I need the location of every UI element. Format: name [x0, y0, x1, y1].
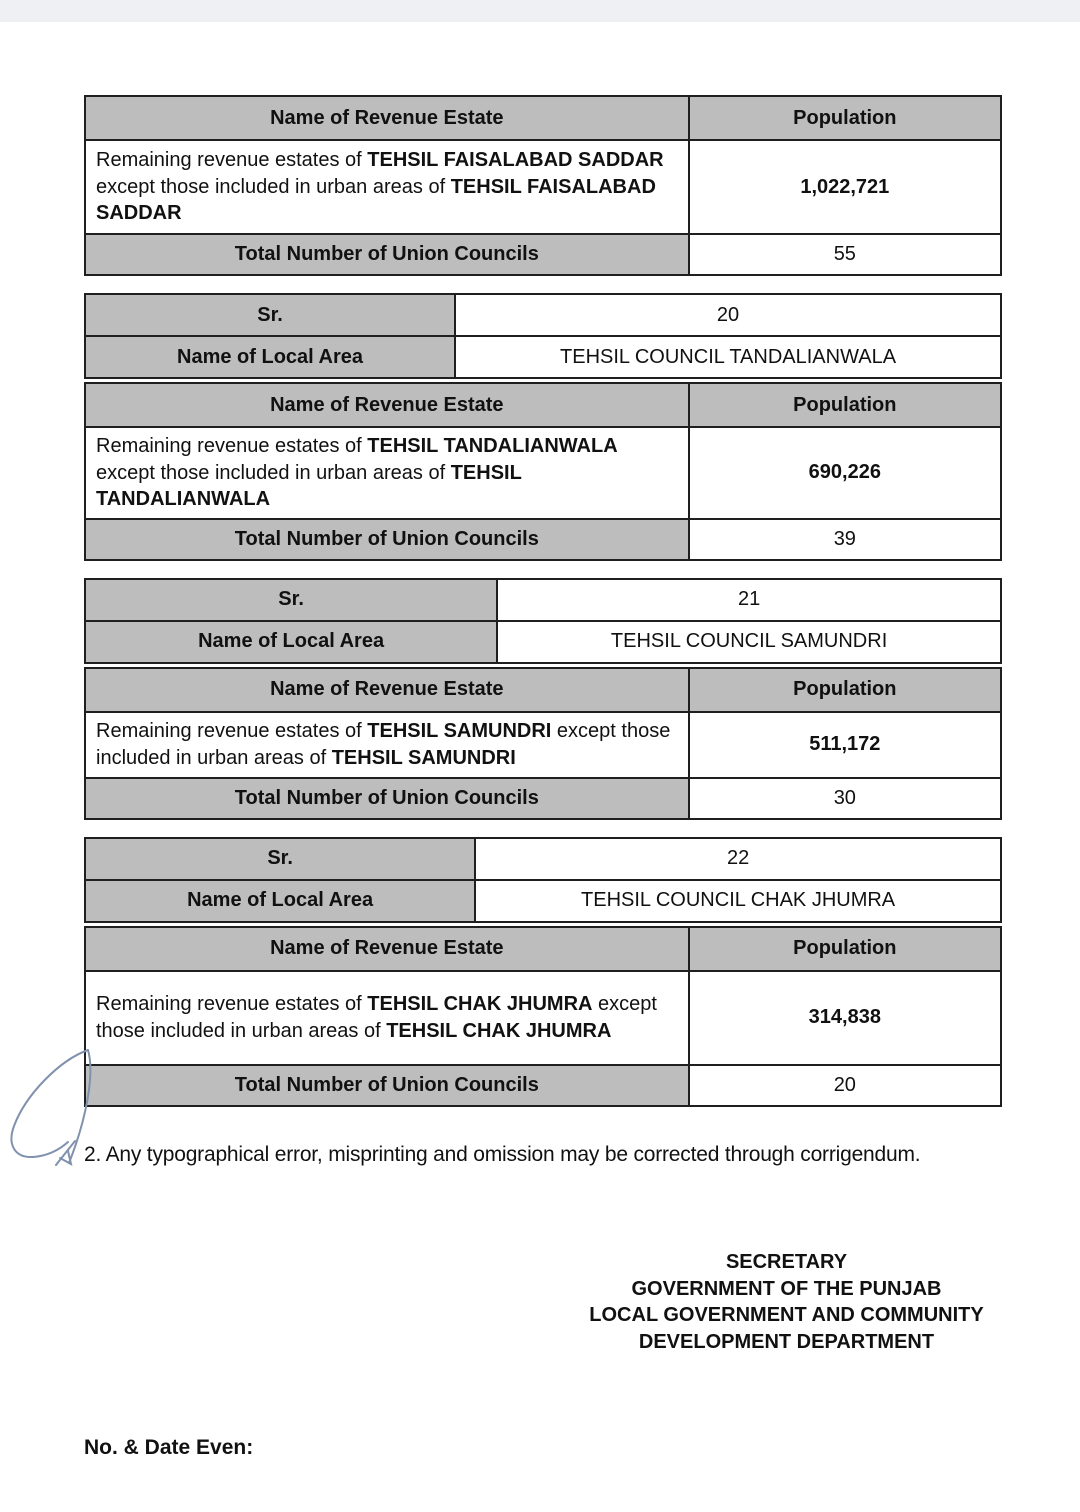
total-union-councils-value: 55 — [689, 234, 1001, 275]
total-union-councils-row — [85, 778, 1001, 819]
sr-local-area-table — [84, 293, 1002, 379]
sr-value: 20 — [455, 294, 1001, 336]
revenue-estate-table — [84, 95, 1002, 276]
revenue-estate-header: Name of Revenue Estate — [85, 383, 689, 427]
revenue-estate-table — [84, 667, 1002, 820]
population-value: 511,172 — [689, 712, 1001, 778]
local-area-row — [85, 336, 1001, 378]
revenue-header-row — [85, 668, 1001, 712]
population-value: 690,226 — [689, 427, 1001, 519]
local-area-label: Name of Local Area — [85, 880, 475, 922]
tehsil-section — [84, 837, 1002, 1107]
revenue-estate-description: Remaining revenue estates of TEHSIL SAMUNDRI except those included in urban areas of TEHSIL SAMUNDRI — [85, 712, 689, 778]
population-header: Population — [689, 668, 1001, 712]
sr-row — [85, 579, 1001, 621]
sr-value: 22 — [475, 838, 1001, 880]
sr-local-area-table — [84, 837, 1002, 923]
total-union-councils-row — [85, 1065, 1001, 1106]
revenue-estate-header: Name of Revenue Estate — [85, 668, 689, 712]
sr-row — [85, 838, 1001, 880]
population-header: Population — [689, 927, 1001, 971]
total-union-councils-label: Total Number of Union Councils — [85, 778, 689, 819]
signature-block — [571, 1249, 1002, 1356]
sr-label: Sr. — [85, 579, 497, 621]
local-area-label: Name of Local Area — [85, 621, 497, 663]
tehsil-section — [84, 293, 1002, 561]
revenue-estate-table — [84, 382, 1002, 561]
total-union-councils-label: Total Number of Union Councils — [85, 519, 689, 560]
viewer-top-strip — [0, 0, 1080, 22]
revenue-estate-header: Name of Revenue Estate — [85, 96, 689, 140]
revenue-detail-row — [85, 427, 1001, 519]
sr-label: Sr. — [85, 838, 475, 880]
local-area-value: TEHSIL COUNCIL SAMUNDRI — [497, 621, 1001, 663]
local-area-row — [85, 880, 1001, 922]
population-value: 314,838 — [689, 971, 1001, 1065]
local-area-value: TEHSIL COUNCIL TANDALIANWALA — [455, 336, 1001, 378]
tehsil-sections — [84, 95, 1002, 1107]
local-area-label: Name of Local Area — [85, 336, 455, 378]
tehsil-section — [84, 578, 1002, 820]
revenue-estate-description: Remaining revenue estates of TEHSIL CHAK JHUMRA except those included in urban areas of TEHSIL CHAK JHUMRA — [85, 971, 689, 1065]
signatory-department-line2: DEVELOPMENT DEPARTMENT — [638, 1331, 935, 1354]
population-header: Population — [689, 96, 1001, 140]
total-union-councils-value: 30 — [689, 778, 1001, 819]
total-union-councils-value: 20 — [689, 1065, 1001, 1106]
tehsil-section — [84, 95, 1002, 276]
revenue-header-row — [85, 383, 1001, 427]
revenue-estate-header: Name of Revenue Estate — [85, 927, 689, 971]
document-page — [0, 22, 1080, 1460]
population-header: Population — [689, 383, 1001, 427]
population-value: 1,022,721 — [689, 140, 1001, 234]
total-union-councils-label: Total Number of Union Councils — [85, 1065, 689, 1106]
revenue-detail-row — [85, 140, 1001, 234]
signatory-department-line1: LOCAL GOVERNMENT AND COMMUNITY — [589, 1304, 984, 1327]
sr-label: Sr. — [85, 294, 455, 336]
revenue-header-row — [85, 96, 1001, 140]
signatory-government: GOVERNMENT OF THE PUNJAB — [631, 1277, 942, 1300]
revenue-estate-description: Remaining revenue estates of TEHSIL FAISALABAD SADDAR except those included in urban areas of TEHSIL FAISALABAD SADDAR — [85, 140, 689, 234]
sr-value: 21 — [497, 579, 1001, 621]
local-area-row — [85, 621, 1001, 663]
total-union-councils-label: Total Number of Union Councils — [85, 234, 689, 275]
revenue-header-row — [85, 927, 1001, 971]
sr-local-area-table — [84, 578, 1002, 664]
number-date-label: No. & Date Even: — [84, 1435, 254, 1459]
total-union-councils-row — [85, 234, 1001, 275]
local-area-value: TEHSIL COUNCIL CHAK JHUMRA — [475, 880, 1001, 922]
sr-row — [85, 294, 1001, 336]
total-union-councils-value: 39 — [689, 519, 1001, 560]
total-union-councils-row — [85, 519, 1001, 560]
revenue-detail-row — [85, 971, 1001, 1065]
revenue-estate-table — [84, 926, 1002, 1107]
signatory-title: SECRETARY — [725, 1250, 848, 1273]
revenue-estate-description: Remaining revenue estates of TEHSIL TANDALIANWALA except those included in urban areas of TEHSIL TANDALIANWALA — [85, 427, 689, 519]
corrigendum-note: 2. Any typographical error, misprinting and omission may be corrected through corrigendum. — [84, 1142, 921, 1166]
revenue-detail-row — [85, 712, 1001, 778]
